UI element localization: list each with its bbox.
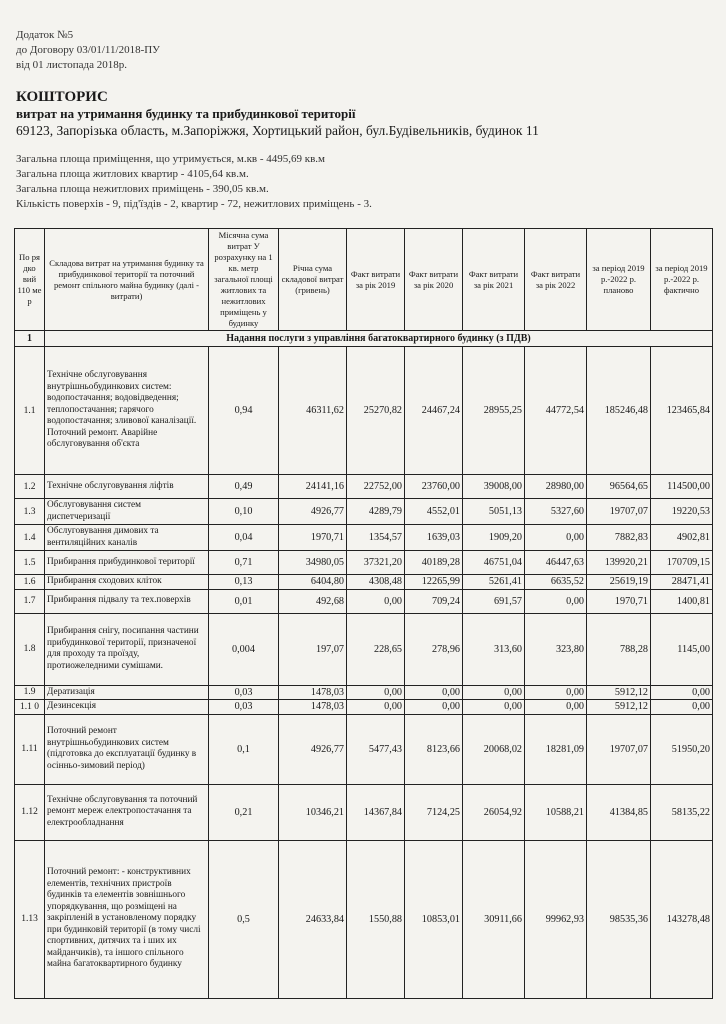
row-planned-total: 19707,07 xyxy=(587,714,651,784)
row-number: 1.6 xyxy=(15,575,45,590)
col-header-fact-2021: Факт витрати за рік 2021 xyxy=(463,229,525,331)
row-cost-item: Прибирання прибудинкової території xyxy=(45,551,209,575)
table-row xyxy=(15,475,713,499)
row-annual-sum: 34980,05 xyxy=(279,551,347,575)
row-fact-2020: 7124,25 xyxy=(405,784,463,840)
row-monthly-rate: 0,1 xyxy=(209,714,279,784)
row-monthly-rate: 0,004 xyxy=(209,613,279,685)
row-annual-sum: 4926,77 xyxy=(279,714,347,784)
row-annual-sum: 10346,21 xyxy=(279,784,347,840)
row-actual-total: 1145,00 xyxy=(651,613,713,685)
row-fact-2020: 0,00 xyxy=(405,700,463,715)
table-row xyxy=(15,700,713,715)
row-actual-total: 19220,53 xyxy=(651,499,713,525)
row-actual-total: 114500,00 xyxy=(651,475,713,499)
fact-nonresidential-area: Загальна площа нежитлових приміщень - 390,05 кв.м. xyxy=(16,183,269,195)
row-cost-item: Обслуговування димових та вентиляційних каналів xyxy=(45,525,209,551)
row-fact-2021: 39008,00 xyxy=(463,475,525,499)
row-planned-total: 185246,48 xyxy=(587,347,651,475)
row-fact-2019: 5477,43 xyxy=(347,714,405,784)
row-actual-total: 58135,22 xyxy=(651,784,713,840)
row-monthly-rate: 0,49 xyxy=(209,475,279,499)
row-cost-item: Дератизація xyxy=(45,685,209,700)
building-address: 69123, Запорізька область, м.Запоріжжя, Хортицький район, бул.Будівельників, будинок 11 xyxy=(16,123,539,138)
section-number: 1 xyxy=(15,331,45,347)
row-planned-total: 788,28 xyxy=(587,613,651,685)
row-cost-item: Технічне обслуговування внутрішньобудинкових систем: водопостачання; водовідведення; теплопостачання; гарячого водопостачання; зливової каналізації. Поточний ремонт. Аварійне обслуговування об'єкта xyxy=(45,347,209,475)
row-number: 1.9 xyxy=(15,685,45,700)
row-fact-2019: 25270,82 xyxy=(347,347,405,475)
row-number: 1.4 xyxy=(15,525,45,551)
row-fact-2022: 10588,21 xyxy=(525,784,587,840)
col-header-annual-sum: Річна сума складової витрат (гривень) xyxy=(279,229,347,331)
row-monthly-rate: 0,71 xyxy=(209,551,279,575)
annex-header xyxy=(16,28,160,73)
row-fact-2022: 0,00 xyxy=(525,685,587,700)
col-header-planned-total: за період 2019 р.-2022 р. планово xyxy=(587,229,651,331)
row-fact-2020: 12265,99 xyxy=(405,575,463,590)
col-header-fact-2019: Факт витрати за рік 2019 xyxy=(347,229,405,331)
row-fact-2022: 44772,54 xyxy=(525,347,587,475)
col-header-actual-total: за період 2019 р.-2022 р. фактично xyxy=(651,229,713,331)
row-fact-2019: 37321,20 xyxy=(347,551,405,575)
row-annual-sum: 6404,80 xyxy=(279,575,347,590)
row-fact-2019: 0,00 xyxy=(347,685,405,700)
contract-date: від 01 листопада 2018р. xyxy=(16,59,128,71)
row-cost-item: Поточний ремонт внутрішньобудинкових систем (підготовка до експлуатації будинку в осінньо-зимовий період) xyxy=(45,714,209,784)
row-planned-total: 19707,07 xyxy=(587,499,651,525)
row-annual-sum: 1478,03 xyxy=(279,685,347,700)
row-actual-total: 170709,15 xyxy=(651,551,713,575)
row-number: 1.13 xyxy=(15,840,45,998)
row-fact-2022: 99962,93 xyxy=(525,840,587,998)
row-fact-2020: 8123,66 xyxy=(405,714,463,784)
row-monthly-rate: 0,01 xyxy=(209,589,279,613)
row-monthly-rate: 0,03 xyxy=(209,685,279,700)
row-cost-item: Технічне обслуговування ліфтів xyxy=(45,475,209,499)
col-header-fact-2020: Факт витрати за рік 2020 xyxy=(405,229,463,331)
row-planned-total: 5912,12 xyxy=(587,700,651,715)
row-fact-2021: 5261,41 xyxy=(463,575,525,590)
table-row xyxy=(15,525,713,551)
row-monthly-rate: 0,10 xyxy=(209,499,279,525)
table-row xyxy=(15,589,713,613)
row-fact-2020: 24467,24 xyxy=(405,347,463,475)
row-cost-item: Прибирання підвалу та тех.поверхів xyxy=(45,589,209,613)
row-fact-2019: 0,00 xyxy=(347,700,405,715)
table-row xyxy=(15,499,713,525)
contract-reference: до Договору 03/01/11/2018-ПУ xyxy=(16,44,160,56)
row-actual-total: 28471,41 xyxy=(651,575,713,590)
row-actual-total: 143278,48 xyxy=(651,840,713,998)
row-fact-2022: 6635,52 xyxy=(525,575,587,590)
row-fact-2021: 46751,04 xyxy=(463,551,525,575)
fact-building-counts: Кількість поверхів - 9, під'їздів - 2, квартир - 72, нежитлових приміщень - 3. xyxy=(16,198,372,210)
row-fact-2020: 23760,00 xyxy=(405,475,463,499)
row-fact-2019: 1550,88 xyxy=(347,840,405,998)
fact-total-area: Загальна площа приміщення, що утримується, м.кв - 4495,69 кв.м xyxy=(16,153,326,165)
row-planned-total: 41384,85 xyxy=(587,784,651,840)
row-annual-sum: 1970,71 xyxy=(279,525,347,551)
col-header-cost-item: Складова витрат на утримання будинку та прибудинкової території та поточний ремонт спільного майна будинку (далі - витрати) xyxy=(45,229,209,331)
row-planned-total: 25619,19 xyxy=(587,575,651,590)
row-monthly-rate: 0,04 xyxy=(209,525,279,551)
row-fact-2022: 323,80 xyxy=(525,613,587,685)
col-header-number: По ря дко вий 110 ме р xyxy=(15,229,45,331)
table-row xyxy=(15,551,713,575)
row-planned-total: 139920,21 xyxy=(587,551,651,575)
table-row xyxy=(15,613,713,685)
row-fact-2021: 26054,92 xyxy=(463,784,525,840)
table-row xyxy=(15,347,713,475)
row-fact-2021: 28955,25 xyxy=(463,347,525,475)
row-number: 1.5 xyxy=(15,551,45,575)
row-cost-item: Дезинсекція xyxy=(45,700,209,715)
row-fact-2020: 0,00 xyxy=(405,685,463,700)
table-row xyxy=(15,840,713,998)
row-planned-total: 5912,12 xyxy=(587,685,651,700)
row-fact-2022: 5327,60 xyxy=(525,499,587,525)
row-actual-total: 0,00 xyxy=(651,685,713,700)
row-fact-2021: 5051,13 xyxy=(463,499,525,525)
row-number: 1.3 xyxy=(15,499,45,525)
row-cost-item: Поточний ремонт: - конструктивних елементів, технічних пристроїв будинків та елементів зовнішнього упорядкування, що розміщені на закріпленій в установленому порядку при будинковій території (в тому числі спортивних, дитячих та і ших их майданчиків), та іншого спільного майна багатоквартирного будинку xyxy=(45,840,209,998)
row-fact-2020: 10853,01 xyxy=(405,840,463,998)
row-number: 1.1 xyxy=(15,347,45,475)
table-row xyxy=(15,784,713,840)
row-fact-2021: 20068,02 xyxy=(463,714,525,784)
row-fact-2020: 278,96 xyxy=(405,613,463,685)
row-fact-2021: 691,57 xyxy=(463,589,525,613)
table-row xyxy=(15,685,713,700)
row-planned-total: 96564,65 xyxy=(587,475,651,499)
row-fact-2021: 0,00 xyxy=(463,685,525,700)
row-monthly-rate: 0,13 xyxy=(209,575,279,590)
building-facts xyxy=(16,152,372,212)
row-cost-item: Обслуговування систем диспетчеризації xyxy=(45,499,209,525)
row-actual-total: 51950,20 xyxy=(651,714,713,784)
row-fact-2021: 30911,66 xyxy=(463,840,525,998)
row-monthly-rate: 0,94 xyxy=(209,347,279,475)
row-fact-2022: 0,00 xyxy=(525,700,587,715)
row-number: 1.11 xyxy=(15,714,45,784)
row-annual-sum: 1478,03 xyxy=(279,700,347,715)
row-fact-2019: 1354,57 xyxy=(347,525,405,551)
row-actual-total: 1400,81 xyxy=(651,589,713,613)
row-cost-item: Прибирання снігу, посипання частини прибудинкової території, призначеної для проходу та проїзду, протиожеледними сумішами. xyxy=(45,613,209,685)
section-row xyxy=(15,331,713,347)
row-planned-total: 7882,83 xyxy=(587,525,651,551)
col-header-monthly-rate: Місячна сума витрат У розрахунку на 1 кв. метр загальної площі житлових та нежитлових приміщень у будинку xyxy=(209,229,279,331)
row-annual-sum: 197,07 xyxy=(279,613,347,685)
row-fact-2019: 14367,84 xyxy=(347,784,405,840)
table-row xyxy=(15,575,713,590)
fact-residential-area: Загальна площа житлових квартир - 4105,64 кв.м. xyxy=(16,168,249,180)
row-monthly-rate: 0,5 xyxy=(209,840,279,998)
row-monthly-rate: 0,03 xyxy=(209,700,279,715)
row-annual-sum: 24141,16 xyxy=(279,475,347,499)
section-title: Надання послуги з управління багатоквартирного будинку (з ПДВ) xyxy=(45,331,713,347)
row-fact-2020: 1639,03 xyxy=(405,525,463,551)
row-planned-total: 98535,36 xyxy=(587,840,651,998)
row-fact-2021: 1909,20 xyxy=(463,525,525,551)
row-annual-sum: 46311,62 xyxy=(279,347,347,475)
row-actual-total: 123465,84 xyxy=(651,347,713,475)
title-block xyxy=(16,89,539,139)
estimate-table xyxy=(14,228,713,999)
row-annual-sum: 492,68 xyxy=(279,589,347,613)
row-fact-2022: 46447,63 xyxy=(525,551,587,575)
row-actual-total: 4902,81 xyxy=(651,525,713,551)
row-fact-2020: 709,24 xyxy=(405,589,463,613)
row-fact-2020: 40189,28 xyxy=(405,551,463,575)
row-number: 1.2 xyxy=(15,475,45,499)
row-fact-2019: 22752,00 xyxy=(347,475,405,499)
row-number: 1.8 xyxy=(15,613,45,685)
row-fact-2022: 0,00 xyxy=(525,525,587,551)
row-monthly-rate: 0,21 xyxy=(209,784,279,840)
row-number: 1.12 xyxy=(15,784,45,840)
row-fact-2022: 18281,09 xyxy=(525,714,587,784)
row-fact-2022: 0,00 xyxy=(525,589,587,613)
annex-number: Додаток №5 xyxy=(16,29,74,41)
row-fact-2021: 313,60 xyxy=(463,613,525,685)
row-fact-2022: 28980,00 xyxy=(525,475,587,499)
col-header-fact-2022: Факт витрати за рік 2022 xyxy=(525,229,587,331)
document-subtitle: витрат на утримання будинку та прибудинкової території xyxy=(16,106,356,121)
row-actual-total: 0,00 xyxy=(651,700,713,715)
row-cost-item: Прибирання сходових кліток xyxy=(45,575,209,590)
row-annual-sum: 24633,84 xyxy=(279,840,347,998)
row-fact-2019: 0,00 xyxy=(347,589,405,613)
row-fact-2021: 0,00 xyxy=(463,700,525,715)
row-number: 1.1 0 xyxy=(15,700,45,715)
row-fact-2019: 4308,48 xyxy=(347,575,405,590)
row-fact-2019: 228,65 xyxy=(347,613,405,685)
row-planned-total: 1970,71 xyxy=(587,589,651,613)
row-cost-item: Технічне обслуговування та поточний ремонт мереж електропостачання та електрообладнання xyxy=(45,784,209,840)
row-fact-2020: 4552,01 xyxy=(405,499,463,525)
table-header-row xyxy=(15,229,713,331)
row-fact-2019: 4289,79 xyxy=(347,499,405,525)
row-number: 1.7 xyxy=(15,589,45,613)
document-title: КОШТОРИС xyxy=(16,89,108,105)
table-row xyxy=(15,714,713,784)
row-annual-sum: 4926,77 xyxy=(279,499,347,525)
